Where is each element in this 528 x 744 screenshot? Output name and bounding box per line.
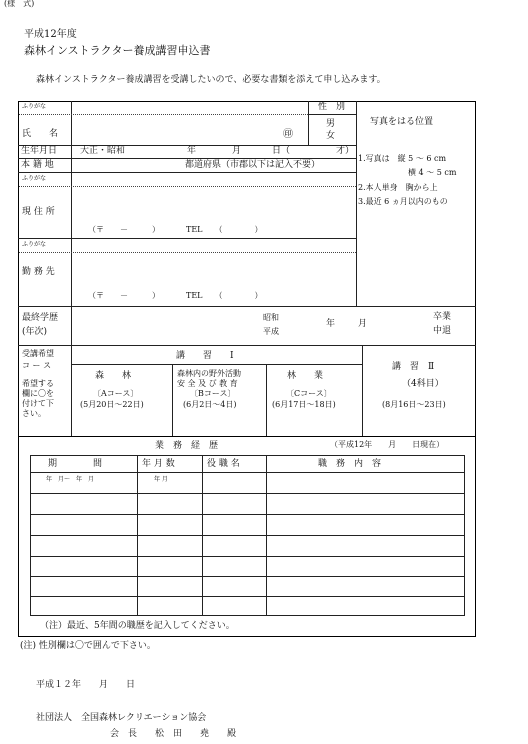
edu-year-unit: 年 [326, 319, 336, 329]
row-line [18, 306, 476, 307]
photo-rule-3: 3.最近 6 ヵ月以内のもの [358, 197, 448, 206]
course-note-2: 欄に〇を [22, 389, 54, 398]
furigana-divider [19, 252, 356, 253]
course-c-code: 〔Cコース〕 [286, 389, 332, 398]
career-row-line [30, 514, 465, 515]
form-right-border [475, 101, 476, 436]
birth-age-unit: 才） [336, 146, 355, 156]
course-c-title: 林 業 [287, 371, 324, 381]
organization-name: 社団法人 全国森林レクリエーション協会 [36, 713, 207, 723]
course-divider [172, 364, 173, 436]
address-label: 現 住 所 [22, 207, 55, 217]
course-group-2: 講 習 Ⅱ [392, 362, 435, 372]
col-period: 期 間 [48, 459, 103, 469]
style-label: (様 式) [4, 0, 35, 8]
photo-rule-1: 1.写真は 縦 5 ～ 6 cm [358, 154, 447, 163]
career-row-line [30, 535, 465, 536]
career-inner-bottom [30, 615, 465, 616]
intro-text: 森林インストラクター養成講習を受講したいので、必要な書類を添えて申し込みます。 [36, 75, 386, 85]
row-line [18, 158, 356, 159]
career-row-line [30, 493, 465, 494]
birth-label: 生年月日 [21, 146, 58, 156]
photo-column-divider [356, 101, 357, 306]
course-note-1: 希望する [22, 379, 54, 388]
birth-day-unit: 日（ [272, 146, 291, 156]
course-b-code: 〔Bコース〕 [190, 389, 236, 398]
fiscal-year: 平成12年度 [24, 29, 77, 40]
photo-title: 写真をはる位置 [370, 117, 434, 127]
edu-sublabel: (年次) [22, 327, 48, 337]
address-tel: TEL （ ） [186, 225, 263, 234]
gender-female[interactable]: 女 [326, 131, 336, 141]
birth-era: 大正・昭和 [80, 146, 126, 156]
edu-graduated: 卒業 [433, 312, 452, 322]
work-label: 勤 務 先 [22, 267, 55, 277]
course-b-title-2: 安 全 及 び 教 育 [177, 379, 238, 388]
course-a-code: 〔Aコース〕 [93, 389, 139, 398]
application-date: 平成１２年 月 日 [36, 680, 136, 690]
row-line [18, 172, 356, 173]
birth-month-unit: 月 [232, 146, 242, 156]
course-divider [266, 364, 267, 436]
course-divider [362, 345, 363, 436]
edu-heisei: 平成 [263, 327, 279, 336]
course-note-3: 付けて下 [22, 399, 54, 408]
career-row-line [30, 596, 465, 597]
gender-male[interactable]: 男 [326, 119, 336, 129]
course-a-dates: (5月20日～22日) [80, 400, 144, 409]
label-column-divider [71, 101, 72, 436]
course-group-1: 講 習 Ⅰ [176, 351, 234, 361]
addressee: 会 長 松 田 堯 殿 [110, 729, 237, 739]
edu-month-unit: 月 [358, 319, 368, 329]
gender-note: (注) 性別欄は〇で囲んで下さい。 [20, 641, 156, 651]
career-title: 業 務 経 歴 [155, 441, 219, 451]
form-left-border [18, 101, 19, 436]
gender-column-divider [308, 101, 309, 145]
work-postal: （〒 － ） [88, 291, 160, 300]
career-row-line [30, 576, 465, 577]
address-postal: （〒 － ） [88, 225, 160, 234]
col-years: 年 月 数 [142, 459, 175, 469]
row-line [18, 345, 476, 346]
sub-period: 年 月～ 年 月 [46, 476, 95, 483]
furigana-label: ふりがな [22, 103, 47, 110]
course-a-title: 森 林 [95, 371, 132, 381]
course-d-subjects: （4科目） [402, 379, 444, 389]
honseki-value: 都道府県（市郡以下は記入不要） [185, 160, 321, 170]
furigana-divider [19, 186, 356, 187]
course-label-2: コ ー ス [22, 361, 52, 370]
course-b-title: 森林内の野外活動 [177, 369, 241, 378]
course-note-4: さい。 [22, 409, 46, 418]
seal-mark: ㊞ [283, 129, 293, 140]
edu-dropped: 中退 [433, 326, 452, 336]
career-top [18, 436, 476, 437]
col-duty: 職 務 内 容 [318, 459, 382, 469]
edu-label: 最終学歴 [22, 313, 59, 323]
furigana-divider [19, 114, 308, 115]
birth-year-unit: 年 [187, 146, 197, 156]
career-row-line [30, 556, 465, 557]
edu-showa: 昭和 [263, 313, 279, 322]
course-label: 受講希望 [22, 349, 54, 358]
course-b-dates: (6月2日～4日) [183, 400, 237, 409]
honseki-label: 本 籍 地 [21, 160, 54, 170]
gender-header-line [308, 114, 356, 115]
career-as-of: （平成12年 月 日現在） [330, 440, 445, 449]
form-top-border [18, 101, 476, 102]
career-bottom [18, 636, 476, 637]
row-line [18, 238, 356, 239]
work-tel: TEL （ ） [186, 291, 263, 300]
photo-rule-2: 2.本人単身 胸から上 [358, 183, 438, 192]
career-note: （注）最近、5年間の職歴を記入してください。 [40, 621, 235, 631]
career-right [475, 436, 476, 637]
career-header-line [30, 472, 465, 473]
furigana-label: ふりがな [22, 175, 47, 182]
gender-label: 性 別 [318, 102, 346, 112]
col-role: 役 職 名 [207, 459, 240, 469]
course-d-dates: (8月16日～23日) [382, 400, 446, 409]
furigana-label: ふりがな [22, 241, 47, 248]
page-title: 森林インストラクター養成講習申込書 [24, 44, 211, 57]
career-left [18, 436, 19, 637]
course-group-line [71, 364, 362, 365]
name-label: 氏 名 [22, 129, 59, 139]
course-c-dates: (6月17日～18日) [272, 400, 336, 409]
career-inner-top [30, 455, 465, 456]
sub-years: 年 月 [154, 476, 168, 483]
photo-rule-1b: 横 4 ～ 5 cm [408, 168, 457, 177]
